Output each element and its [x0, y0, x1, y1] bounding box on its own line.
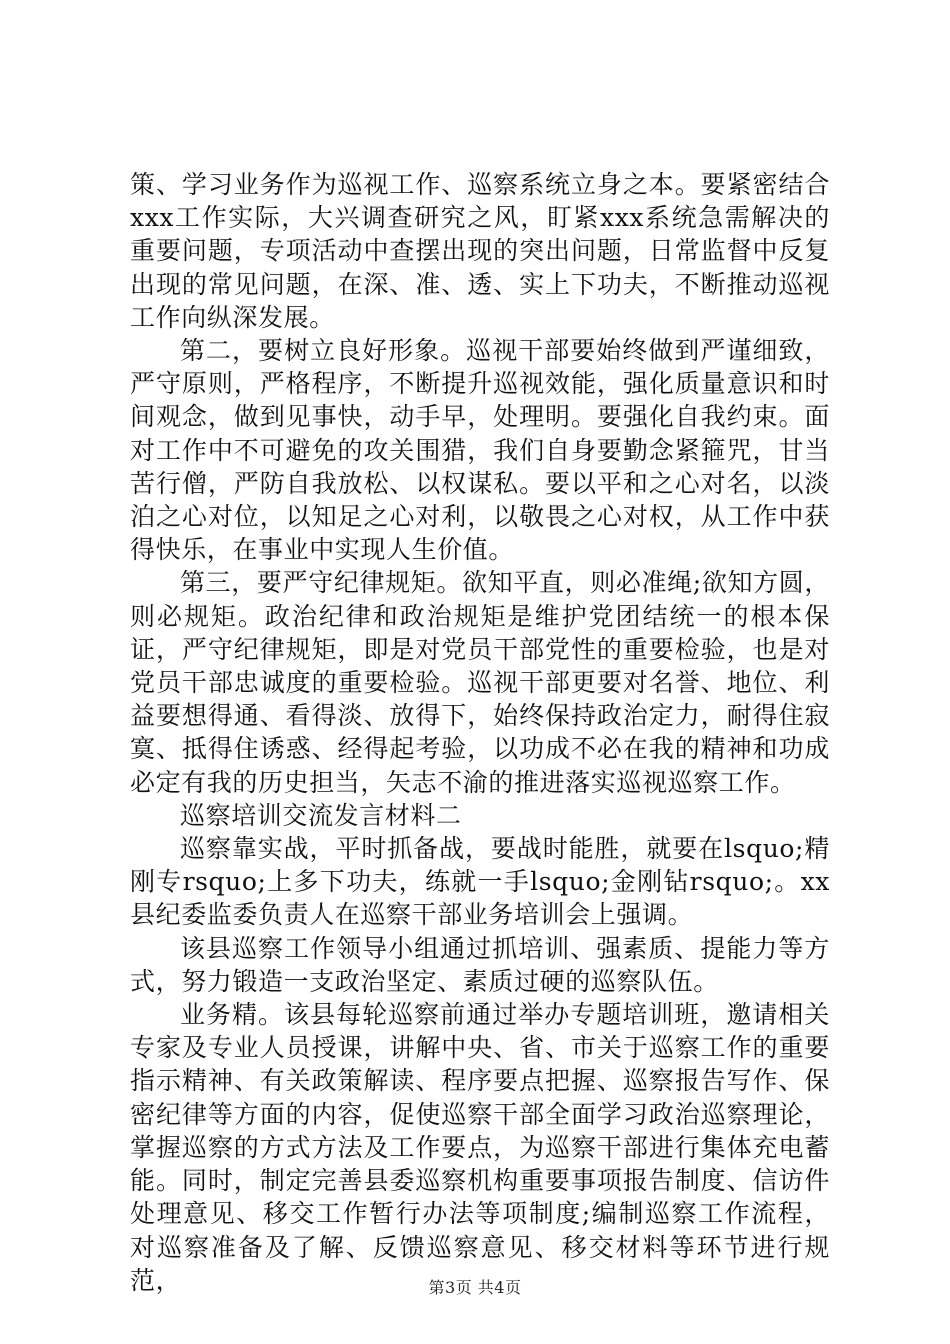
document-body: [130, 168, 830, 1297]
paragraph-5: 该县巡察工作领导小组通过抓培训、强素质、提能力等方式，努力锻造一支政治坚定、素质过硬的巡察队伍。: [130, 933, 830, 996]
paragraph-4: 巡察靠实战，平时抓备战，要战时能胜，就要在lsquo;精刚专rsquo;上多下功夫，练就一手lsquo;金刚钻rsquo;。xx县纪委监委负责人在巡察干部业务培训会上强调。: [130, 834, 830, 930]
page-footer: 第3页 共4页: [428, 1278, 522, 1297]
section-heading: 巡察培训交流发言材料二: [180, 800, 462, 830]
paragraph-3: 第三，要严守纪律规矩。欲知平直，则必准绳;欲知方圆，则必规矩。政治纪律和政治规矩是维护党团结统一的根本保证，严守纪律规矩，即是对党员干部党性的重要检验，也是对党员干部忠诚度的重要检验。巡视干部更要对名誉、地位、利益要想得通、看得淡、放得下，始终保持政治定力，耐得住寂寞、抵得住诱惑、经得起考验，以功成不必在我的精神和功成必定有我的历史担当，矢志不渝的推进落实巡视巡察工作。: [130, 568, 830, 797]
paragraph-2: 第二，要树立良好形象。巡视干部要始终做到严谨细致，严守原则，严格程序，不断提升巡视效能，强化质量意识和时间观念，做到见事快，动手早，处理明。要强化自我约束。面对工作中不可避免的攻关围猎，我们自身要勤念紧箍咒，甘当苦行僧，严防自我放松、以权谋私。要以平和之心对名，以淡泊之心对位，以知足之心对利，以敬畏之心对权，从工作中获得快乐，在事业中实现人生价值。: [130, 336, 830, 565]
paragraph-6: 业务精。该县每轮巡察前通过举办专题培训班，邀请相关专家及专业人员授课，讲解中央、省、市关于巡察工作的重要指示精神、有关政策解读、程序要点把握、巡察报告写作、保密纪律等方面的内容，促使巡察干部全面学习政治巡察理论，掌握巡察的方式方法及工作要点，为巡察干部进行集体充电蓄能。同时，制定完善县委巡察机构重要事项报告制度、信访件处理意见、移交工作暂行办法等项制度;编制巡察工作流程，对巡察准备及了解、反馈巡察意见、移交材料等环节进行规范，: [130, 1000, 830, 1295]
paragraph-1: 策、学习业务作为巡视工作、巡察系统立身之本。要紧密结合xxx工作实际，大兴调查研究之风，盯紧xxx系统急需解决的重要问题，专项活动中查摆出现的突出问题，日常监督中反复出现的常见问题，在深、准、透、实上下功夫，不断推动巡视工作向纵深发展。: [130, 170, 830, 332]
